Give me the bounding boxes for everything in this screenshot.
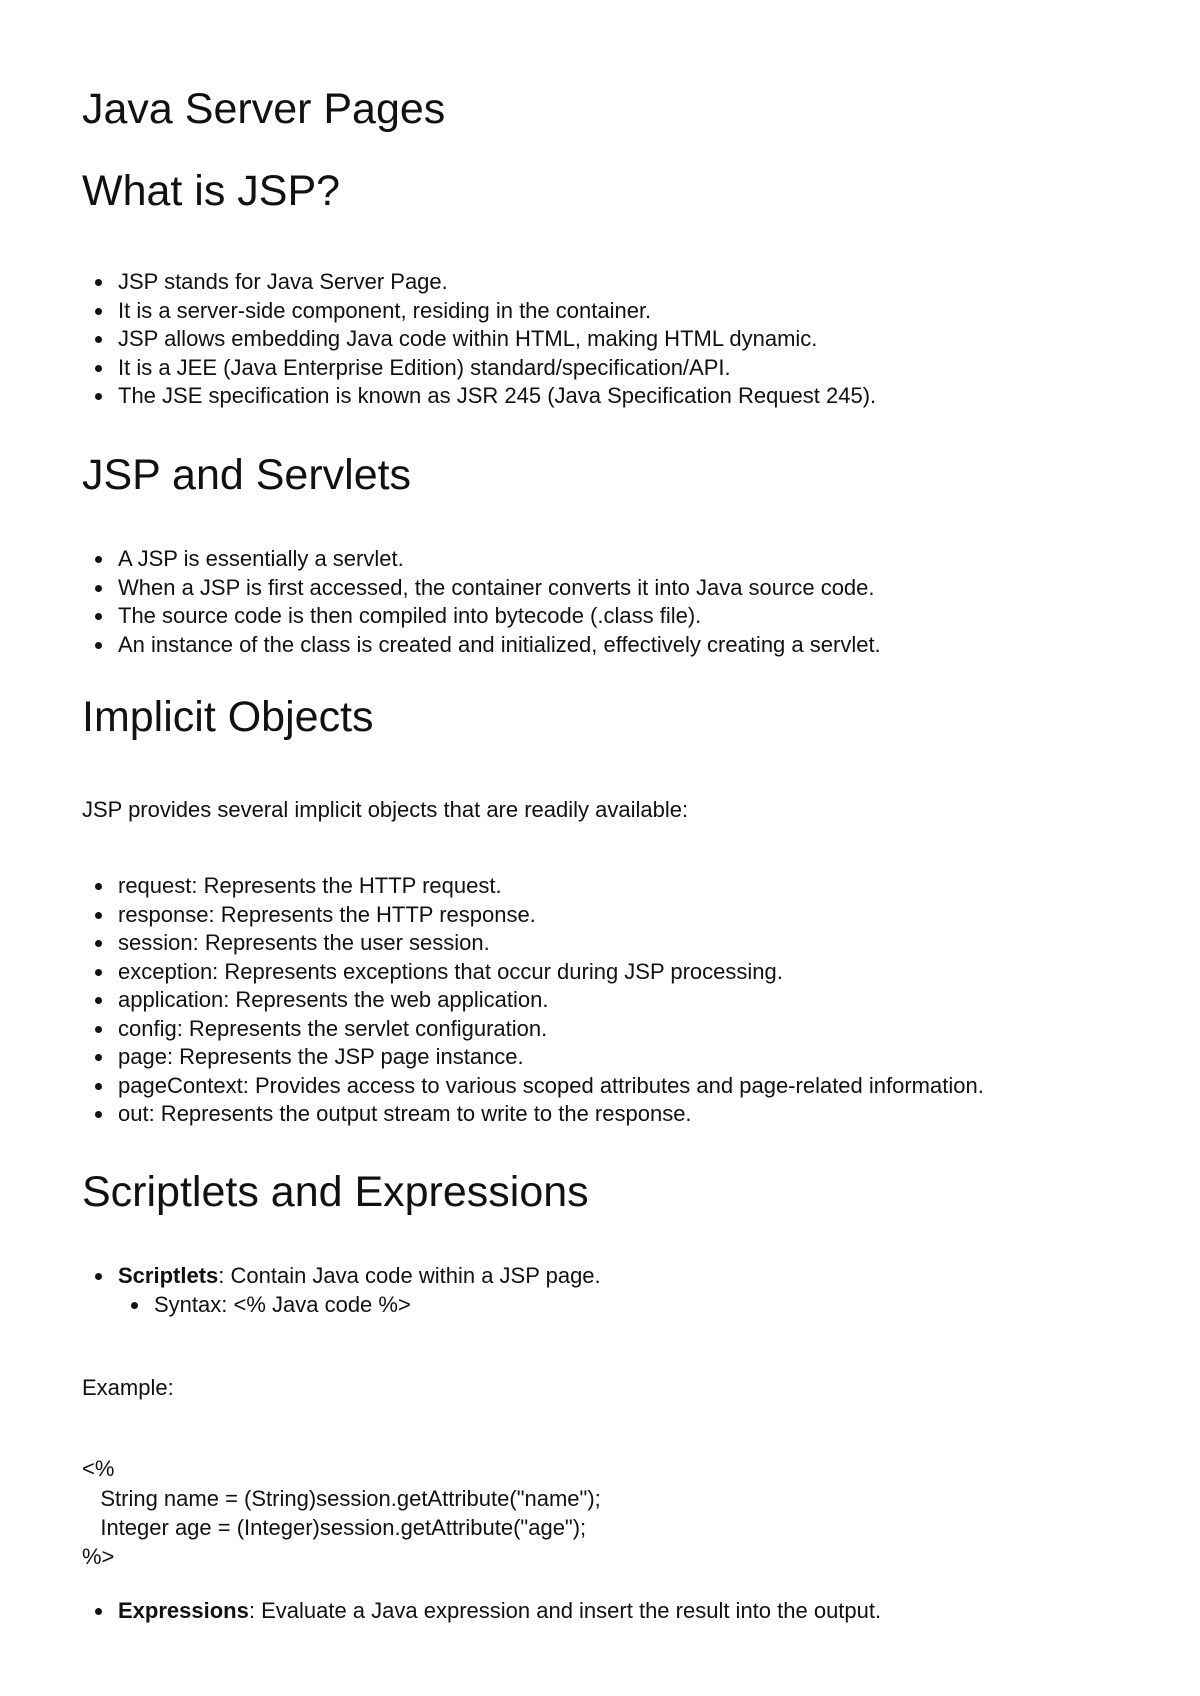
heading-scriptlets-and-expressions: Scriptlets and Expressions (82, 1168, 589, 1216)
list-item-expressions (82, 1597, 881, 1626)
list-item-syntax: Syntax: <% Java code %> (118, 1291, 411, 1320)
implicit-objects-intro: JSP provides several implicit objects that are readily available: (82, 797, 689, 822)
list-scriptlets (82, 1262, 601, 1291)
heading-implicit-objects: Implicit Objects (82, 693, 374, 741)
list-jsp-and-servlets (82, 545, 881, 659)
list-what-is-jsp (82, 268, 876, 411)
list-item: out: Represents the output stream to write to the response. (82, 1100, 984, 1129)
list-implicit-objects (82, 872, 984, 1129)
list-item: page: Represents the JSP page instance. (82, 1043, 984, 1072)
list-item: application: Represents the web application. (82, 986, 984, 1015)
list-item: JSP allows embedding Java code within HTML, making HTML dynamic. (82, 325, 876, 354)
list-item-scriptlets (82, 1262, 601, 1291)
code-line: %> (82, 1544, 115, 1569)
list-item: The source code is then compiled into bytecode (.class file). (82, 602, 881, 631)
list-item: config: Represents the servlet configuration. (82, 1015, 984, 1044)
term-expressions: Expressions (118, 1598, 249, 1623)
heading-jsp-and-servlets: JSP and Servlets (82, 451, 412, 499)
list-item: The JSE specification is known as JSR 245 (Java Specification Request 245). (82, 382, 876, 411)
list-scriptlets-syntax (118, 1291, 411, 1320)
example-label: Example: (82, 1375, 174, 1400)
list-item: JSP stands for Java Server Page. (82, 268, 876, 297)
list-expressions (82, 1597, 881, 1626)
list-item: exception: Represents exceptions that occur during JSP processing. (82, 958, 984, 987)
list-item: response: Represents the HTTP response. (82, 901, 984, 930)
list-item: pageContext: Provides access to various scoped attributes and page-related information. (82, 1072, 984, 1101)
term-scriptlets: Scriptlets (118, 1263, 219, 1288)
code-line: <% (82, 1456, 115, 1481)
list-item: It is a server-side component, residing in the container. (82, 297, 876, 326)
list-item: A JSP is essentially a servlet. (82, 545, 881, 574)
list-item: session: Represents the user session. (82, 929, 984, 958)
expressions-description: : Evaluate a Java expression and insert the result into the output. (248, 1598, 882, 1623)
heading-what-is-jsp: What is JSP? (82, 167, 341, 215)
list-item: request: Represents the HTTP request. (82, 872, 984, 901)
code-line: Integer age = (Integer)session.getAttribute("age"); (82, 1515, 587, 1540)
page-title: Java Server Pages (82, 85, 446, 133)
list-item: It is a JEE (Java Enterprise Edition) standard/specification/API. (82, 354, 876, 383)
list-item: An instance of the class is created and initialized, effectively creating a servlet. (82, 631, 881, 660)
list-item: When a JSP is first accessed, the container converts it into Java source code. (82, 574, 881, 603)
code-line: String name = (String)session.getAttribute("name"); (82, 1486, 601, 1511)
scriptlets-description: : Contain Java code within a JSP page. (218, 1263, 601, 1288)
